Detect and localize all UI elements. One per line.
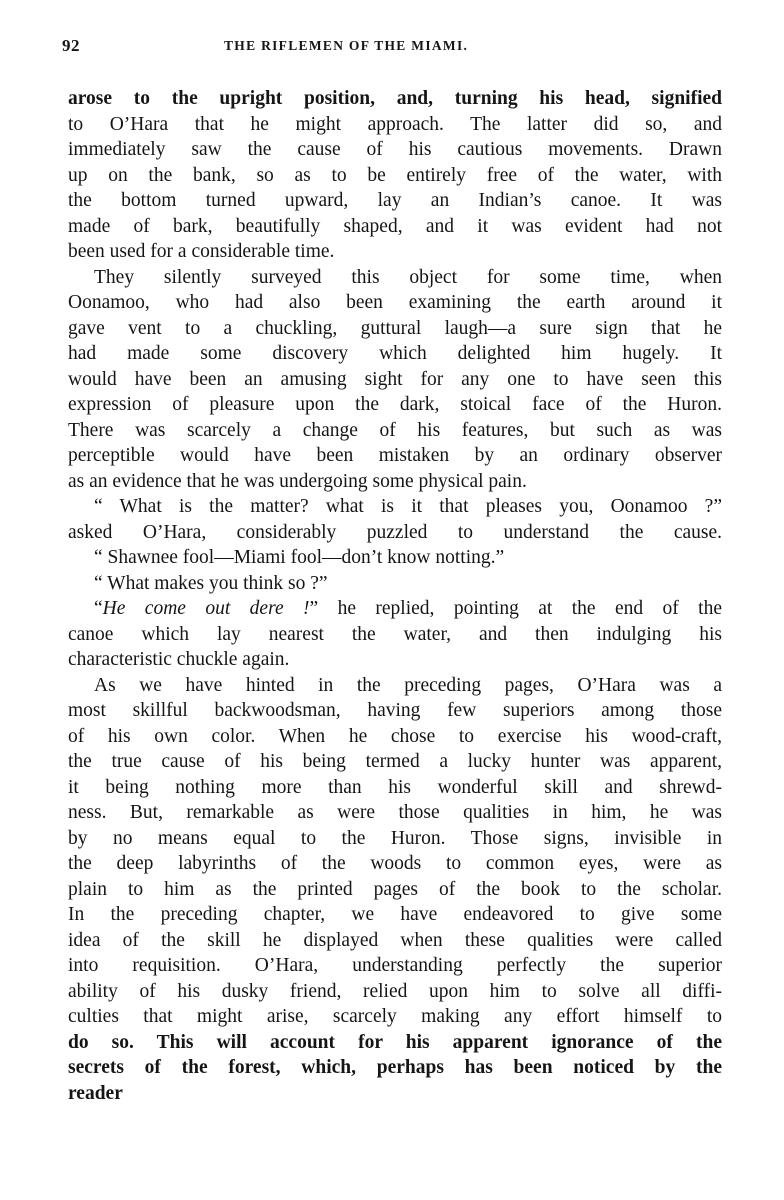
text-line: “ Shawnee fool—Miami fool—don’t know notting.” xyxy=(94,547,505,568)
text-line: as an evidence that he was undergoing some physical pain. xyxy=(68,470,527,492)
text-line: expression of pleasure upon the dark, stoical face of the Huron. xyxy=(68,394,722,415)
text-line: by no means equal to the Huron. Those signs, invisible in xyxy=(68,827,722,849)
text-line: been used for a considerable time. xyxy=(68,241,335,262)
text-line: idea of the skill he displayed when these qualities were called xyxy=(68,929,722,951)
text-line: it being nothing more than his wonderful skill and shrewd- xyxy=(68,776,722,798)
text-line: reader xyxy=(68,1082,123,1104)
body-text xyxy=(68,86,722,1106)
text-line: Oonamoo, who had also been examining the earth around it xyxy=(68,292,722,313)
italic-quote: He come out dere ! xyxy=(102,598,310,619)
text-line: There was scarcely a change of his features, but such as was xyxy=(68,419,722,441)
text-line: would have been an amusing sight for any one to have seen this xyxy=(68,368,722,390)
book-title: THE RIFLEMEN OF THE MIAMI. xyxy=(224,38,469,53)
text-line: the deep labyrinths of the woods to common eyes, were as xyxy=(68,853,722,874)
text-line: “ What is the matter? what is it that pleases you, Oonamoo ?” xyxy=(94,496,722,517)
text-line: As we have hinted in the preceding pages, O’Hara was a xyxy=(94,674,722,696)
text-line: the bottom turned upward, lay an Indian’s canoe. It was xyxy=(68,190,722,211)
text-line: of his own color. When he chose to exercise his wood-craft, xyxy=(68,725,722,747)
text-line: made of bark, beautifully shaped, and it was evident had not xyxy=(68,215,722,237)
text-line: plain to him as the printed pages of the book to the scholar. xyxy=(68,878,722,900)
text-line: the true cause of his being termed a lucky hunter was apparent, xyxy=(68,751,722,772)
text-line: canoe which lay nearest the water, and then indulging his xyxy=(68,623,722,645)
text-line: gave vent to a chuckling, guttural laugh—a sure sign that he xyxy=(68,317,722,339)
text-line: most skillful backwoodsman, having few superiors among those xyxy=(68,700,722,721)
text-line: do so. This will account for his apparent ignorance of the xyxy=(68,1031,722,1053)
text-line: ability of his dusky friend, relied upon him to solve all diffi- xyxy=(68,980,722,1002)
text-line: arose to the upright position, and, turning his head, signified xyxy=(68,88,722,109)
text-line: perceptible would have been mistaken by an ordinary observer xyxy=(68,445,722,466)
text-line: “ What makes you think so ?” xyxy=(94,572,328,594)
text-line: “He come out dere !” he replied, pointing at the end of the xyxy=(94,598,722,619)
text-line: culties that might arise, scarcely making any effort himself to xyxy=(68,1006,722,1027)
text-line: immediately saw the cause of his cautious movements. Drawn xyxy=(68,139,722,160)
text-line: characteristic chuckle again. xyxy=(68,649,290,670)
running-head xyxy=(60,36,724,56)
text-line: had made some discovery which delighted him hugely. It xyxy=(68,343,722,364)
text-line: They silently surveyed this object for some time, when xyxy=(94,266,722,288)
text-line: secrets of the forest, which, perhaps has been noticed by the xyxy=(68,1057,722,1078)
text-line: asked O’Hara, considerably puzzled to understand the cause. xyxy=(68,521,722,543)
text-line: ness. But, remarkable as were those qualities in him, he was xyxy=(68,802,722,823)
text-line: into requisition. O’Hara, understanding perfectly the superior xyxy=(68,955,722,976)
page-number: 92 xyxy=(62,36,80,55)
text-line: In the preceding chapter, we have endeavored to give some xyxy=(68,904,722,925)
text-line: up on the bank, so as to be entirely free of the water, with xyxy=(68,164,722,186)
text-line: to O’Hara that he might approach. The latter did so, and xyxy=(68,113,722,135)
